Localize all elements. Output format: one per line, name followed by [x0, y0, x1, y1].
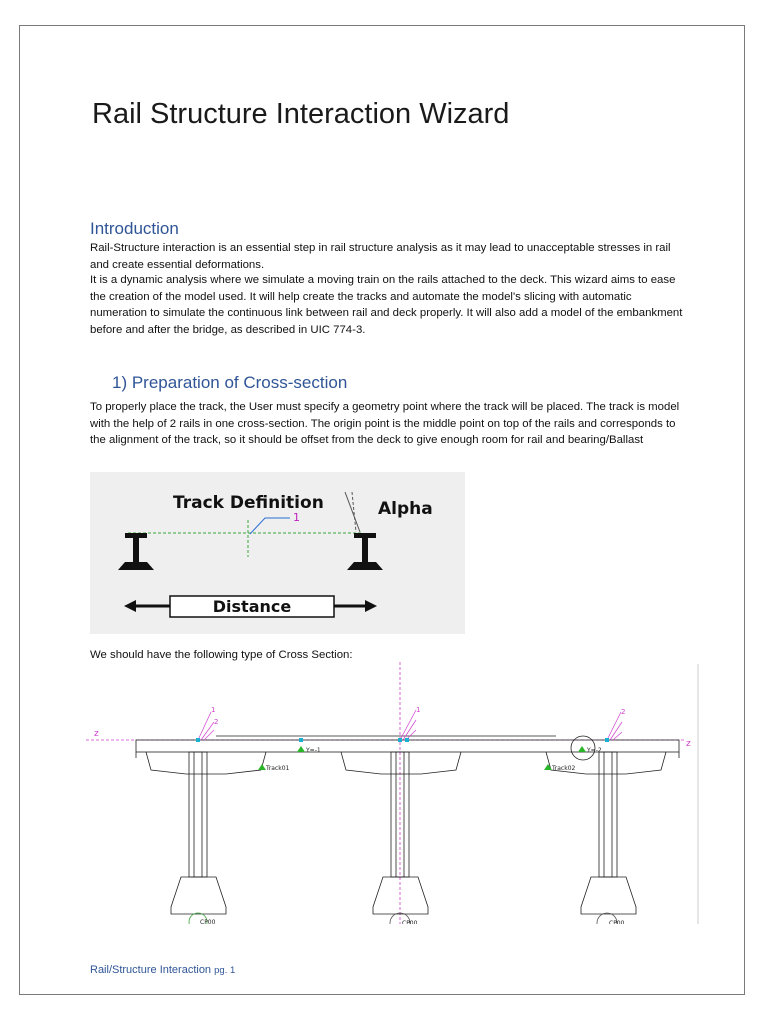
cross-section-figure [86, 662, 701, 924]
fan-label-4: 2 [621, 708, 626, 716]
track-definition-figure [90, 472, 465, 634]
track1-marker [258, 764, 266, 770]
left-rail-icon [118, 533, 154, 570]
axis-right-label: z [686, 739, 691, 749]
footer-title: Rail/Structure Interaction [90, 964, 212, 976]
marker-label: 1 [293, 511, 300, 524]
section-heading: 1) Preparation of Cross-section [112, 373, 348, 392]
track-definition-diagram [90, 472, 465, 634]
introduction-paragraph-1: Rail-Structure interaction is an essential step in rail structure analysis as it may lead to unacceptable stresses in rail and create essential deformations. [90, 242, 671, 271]
right-rail-icon [347, 533, 383, 570]
piers [171, 752, 636, 914]
track1-label: Track01 [266, 765, 290, 772]
y2-marker [578, 746, 586, 752]
track-definition-label: Track Definition [173, 493, 324, 513]
base-label-2: CP00 [402, 920, 418, 924]
cross-section-diagram [86, 662, 701, 924]
cross-section-intro: We should have the following type of Cross Section: [90, 649, 353, 661]
section-paragraph: To properly place the track, the User must specify a geometry point where the track will be placed. The track is model with the help of 2 rails in one cross-section. The origin point is the middle point on top of the rails and corresponds to the alignment of the track, so it should be offset from the deck to give enough room for rail and bearing/Ballast [90, 401, 680, 447]
y1-marker [297, 746, 305, 752]
track2-marker [544, 764, 552, 770]
document-page [19, 25, 745, 995]
introduction-paragraph-2: It is a dynamic analysis where we simulate a moving train on the rails attached to the deck. This wizard aims to ease the creation of the model used. It will help create the tracks and automate the model's slicing with automatic numeration to simulate the continuous link between rail and deck properly. It will also add a model of the embankment before and after the bridge, as described in UIC 774-3. [90, 274, 683, 336]
introduction-heading: Introduction [90, 219, 179, 238]
track2-label: Track02 [552, 765, 576, 772]
page-footer [90, 964, 235, 976]
base-label-3: CP00 [609, 920, 625, 924]
footer-page-number: pg. 1 [214, 965, 236, 976]
y2-label: Y=-2 [587, 747, 602, 754]
marker-leader [250, 518, 290, 534]
document-title: Rail Structure Interaction Wizard [92, 98, 510, 130]
axis-left-label: z [94, 729, 99, 739]
fan-label-3: 1 [416, 706, 421, 714]
fan-label-1: 1 [211, 706, 216, 714]
fan-label-2: 2 [214, 718, 219, 726]
base-label-1: CP00 [200, 919, 216, 924]
distance-label: Distance [212, 597, 292, 616]
alpha-label: Alpha [378, 499, 433, 519]
rail-fans [198, 710, 622, 740]
y1-label: Y=-1 [306, 747, 321, 754]
